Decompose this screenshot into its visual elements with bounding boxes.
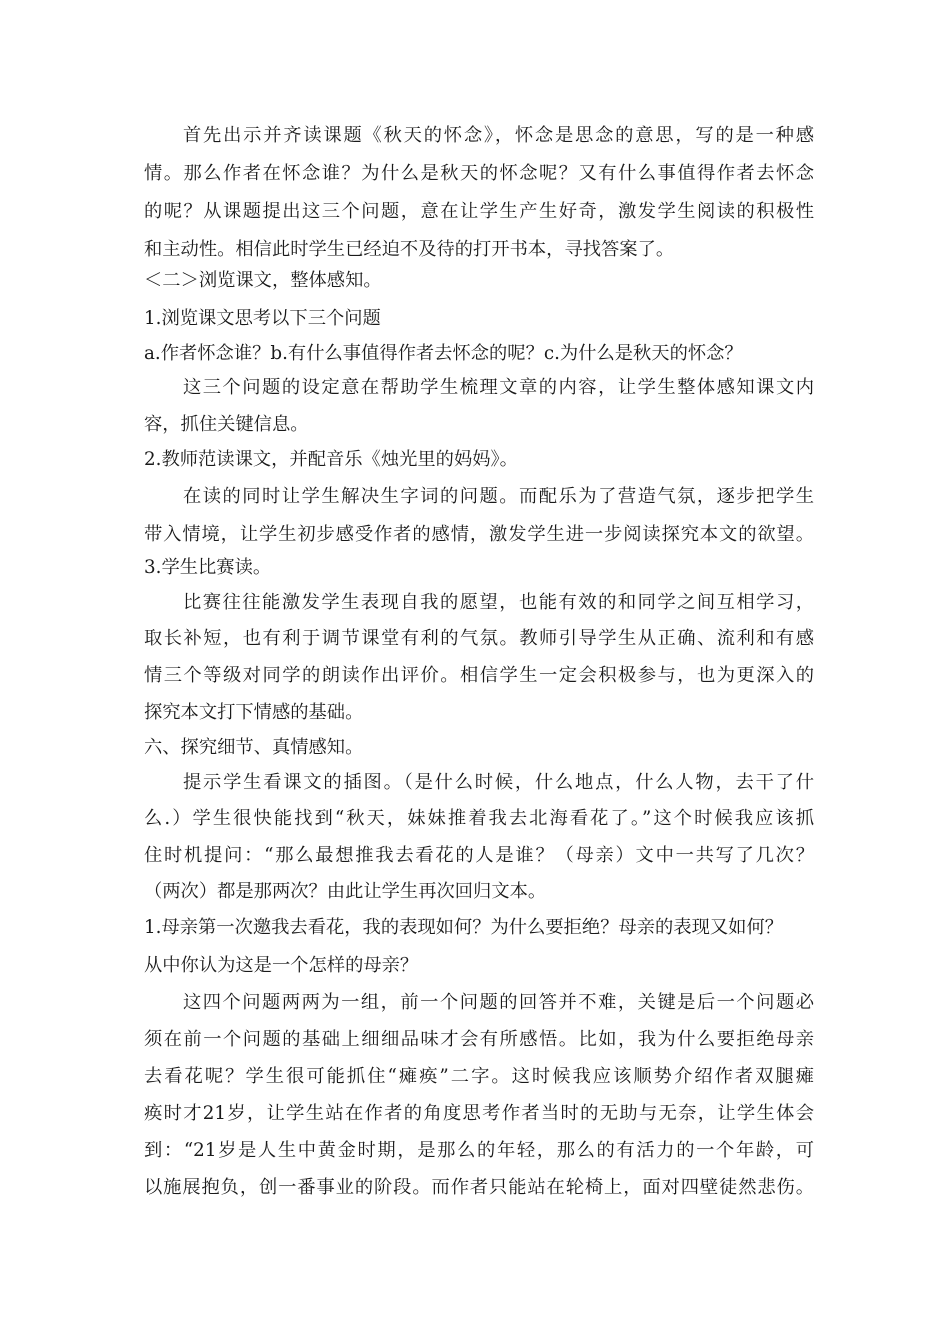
text-line: 情三个等级对同学的朗读作出评价。相信学生一定会积极参与，也为更深入的 xyxy=(144,665,814,686)
text-line: 在读的同时让学生解决生字词的问题。而配乐为了营造气氛，逐步把学生 xyxy=(183,486,814,507)
text-line: 这四个问题两两为一组，前一个问题的回答并不难，关键是后一个问题必 xyxy=(183,992,814,1013)
text-line: 提示学生看课文的插图。（是什么时候，什么地点，什么人物，去干了什 xyxy=(183,772,814,793)
text-line: 以施展抱负，创一番事业的阶段。而作者只能站在轮椅上，面对四壁徒然悲伤。 xyxy=(144,1177,814,1198)
list-item: a.作者怀念谁？b.有什么事值得作者去怀念的呢？c.为什么是秋天的怀念？ xyxy=(144,343,743,364)
text-line: 比赛往往能激发学生表现自我的愿望，也能有效的和同学之间互相学习， xyxy=(183,592,814,613)
list-item: 2.教师范读课文，并配音乐《烛光里的妈妈》。 xyxy=(144,449,518,470)
list-item: 1.浏览课文思考以下三个问题 xyxy=(144,308,381,329)
text-line: 到：“21岁是人生中黄金时期，是那么的年轻，那么的有活力的一个年龄，可 xyxy=(144,1140,814,1161)
text-line: 须在前一个问题的基础上细细品味才会有所感悟。比如，我为什么要拒绝母亲 xyxy=(144,1029,814,1050)
text-line: 的呢？从课题提出这三个问题，意在让学生产生好奇，激发学生阅读的积极性 xyxy=(144,201,814,222)
text-line: 和主动性。相信此时学生已经迫不及待的打开书本，寻找答案了。 xyxy=(144,239,675,260)
text-line: 从中你认为这是一个怎样的母亲？ xyxy=(144,955,419,976)
text-line: 情。那么作者在怀念谁？为什么是秋天的怀念呢？又有什么事值得作者去怀念 xyxy=(144,163,814,184)
section-heading: 六、探究细节、真情感知。 xyxy=(144,737,364,758)
list-item: 3.学生比赛读。 xyxy=(144,557,272,578)
text-line: 痪时才21岁，让学生站在作者的角度思考作者当时的无助与无奈，让学生体会 xyxy=(144,1103,814,1124)
text-line: 住时机提问：“那么最想推我去看花的人是谁？（母亲）文中一共写了几次？ xyxy=(144,845,814,866)
text-line: 容，抓住关键信息。 xyxy=(144,414,309,435)
text-line: （两次）都是那两次？由此让学生再次回归文本。 xyxy=(144,881,547,902)
text-line: 取长补短，也有利于调节课堂有利的气氛。教师引导学生从正确、流利和有感 xyxy=(144,628,814,649)
text-line: 带入情境，让学生初步感受作者的感情，激发学生进一步阅读探究本文的欲望。 xyxy=(144,524,814,545)
text-line: 首先出示并齐读课题《秋天的怀念》，怀念是思念的意思，写的是一种感 xyxy=(183,125,814,146)
text-line: 去看花呢？学生很可能抓住“瘫痪”二字。这时候我应该顺势介绍作者双腿瘫 xyxy=(144,1066,814,1087)
text-line: 这三个问题的设定意在帮助学生梳理文章的内容，让学生整体感知课文内 xyxy=(183,377,814,398)
section-heading: ＜二＞浏览课文，整体感知。 xyxy=(144,270,382,291)
text-line: 么.）学生很快能找到“秋天，妹妹推着我去北海看花了。”这个时候我应该抓 xyxy=(144,808,814,829)
text-line: 探究本文打下情感的基础。 xyxy=(144,702,364,723)
list-item: 1.母亲第一次邀我去看花，我的表现如何？为什么要拒绝？母亲的表现又如何？ xyxy=(144,917,784,938)
